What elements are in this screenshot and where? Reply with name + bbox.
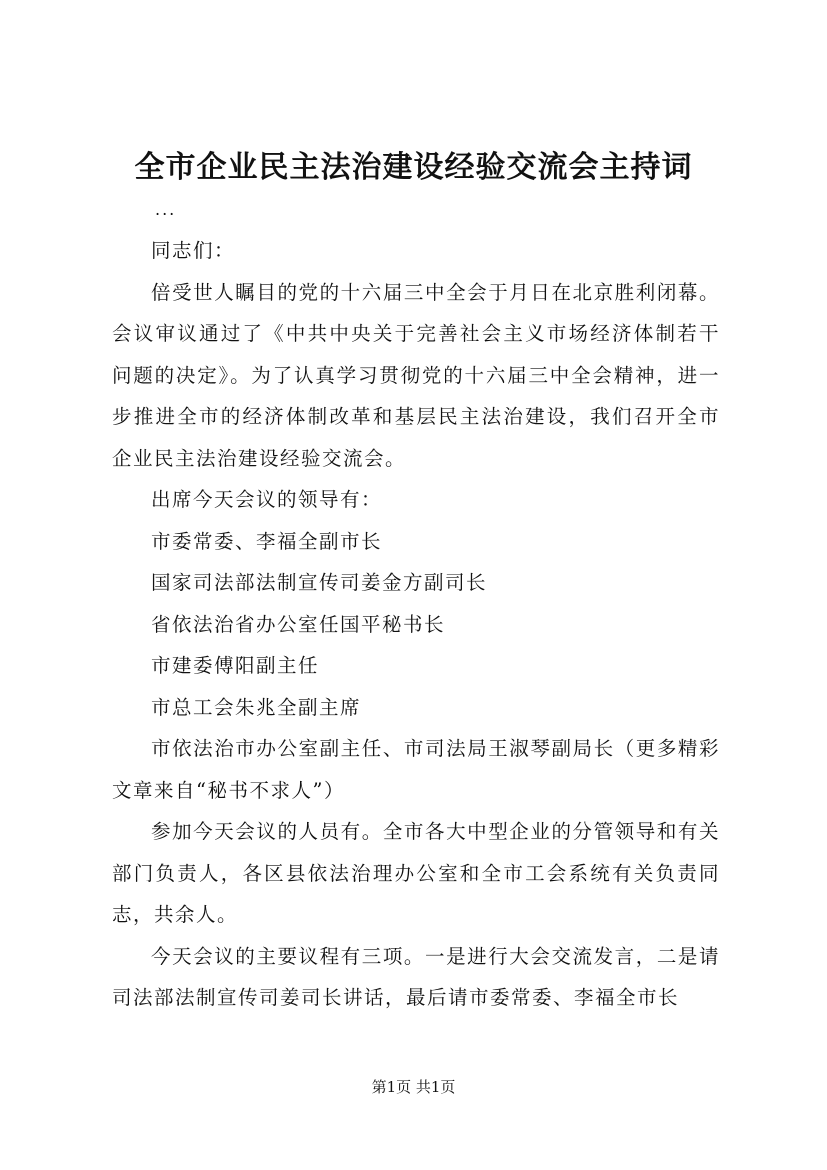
leader-item: 市委常委、李福全副市长: [151, 529, 383, 553]
leader-item: 市总工会朱兆全副主席: [151, 695, 362, 719]
paragraph-intro: 倍受世人瞩目的党的十六届三中全会于月日在北京胜利闭幕。会议审议通过了《中共中央关于完善社会主义市场经济体制若干问题的决定》。为了认真学习贯彻党的十六届三中全会精神，进一步推进全市的经济体制改革和基层民主法治建设，我们召开全市企业民主法治建设经验交流会。: [112, 280, 720, 470]
paragraph-agenda: 今天会议的主要议程有三项。一是进行大会交流发言，二是请司法部法制宣传司姜司长讲话，最后请市委常委、李福全市长: [112, 944, 720, 1009]
ellipsis-marker: ...: [155, 200, 177, 219]
paragraph-leaders-heading: 出席今天会议的领导有：: [151, 488, 383, 511]
salutation: 同志们：: [151, 239, 236, 262]
page-footer: 第1页 共1页: [371, 1078, 456, 1096]
document-body: [112, 230, 720, 1019]
leader-item: 市建委傅阳副主任: [151, 654, 320, 677]
document-title: 全市企业民主法治建设经验交流会主持词: [134, 150, 693, 185]
leader-item: 市依法治市办公室副主任、市司法局王淑琴副局长（更多精彩文章来自“秘书不求人”）: [112, 737, 720, 802]
leader-item: 国家司法部法制宣传司姜金方副司长: [151, 571, 488, 594]
leader-item: 省依法治省办公室任国平秘书长: [151, 612, 446, 636]
paragraph-attendees: 参加今天会议的人员有。全市各大中型企业的分管领导和有关部门负责人，各区县依法治理办公室和全市工会系统有关负责同志，共余人。: [112, 820, 720, 926]
